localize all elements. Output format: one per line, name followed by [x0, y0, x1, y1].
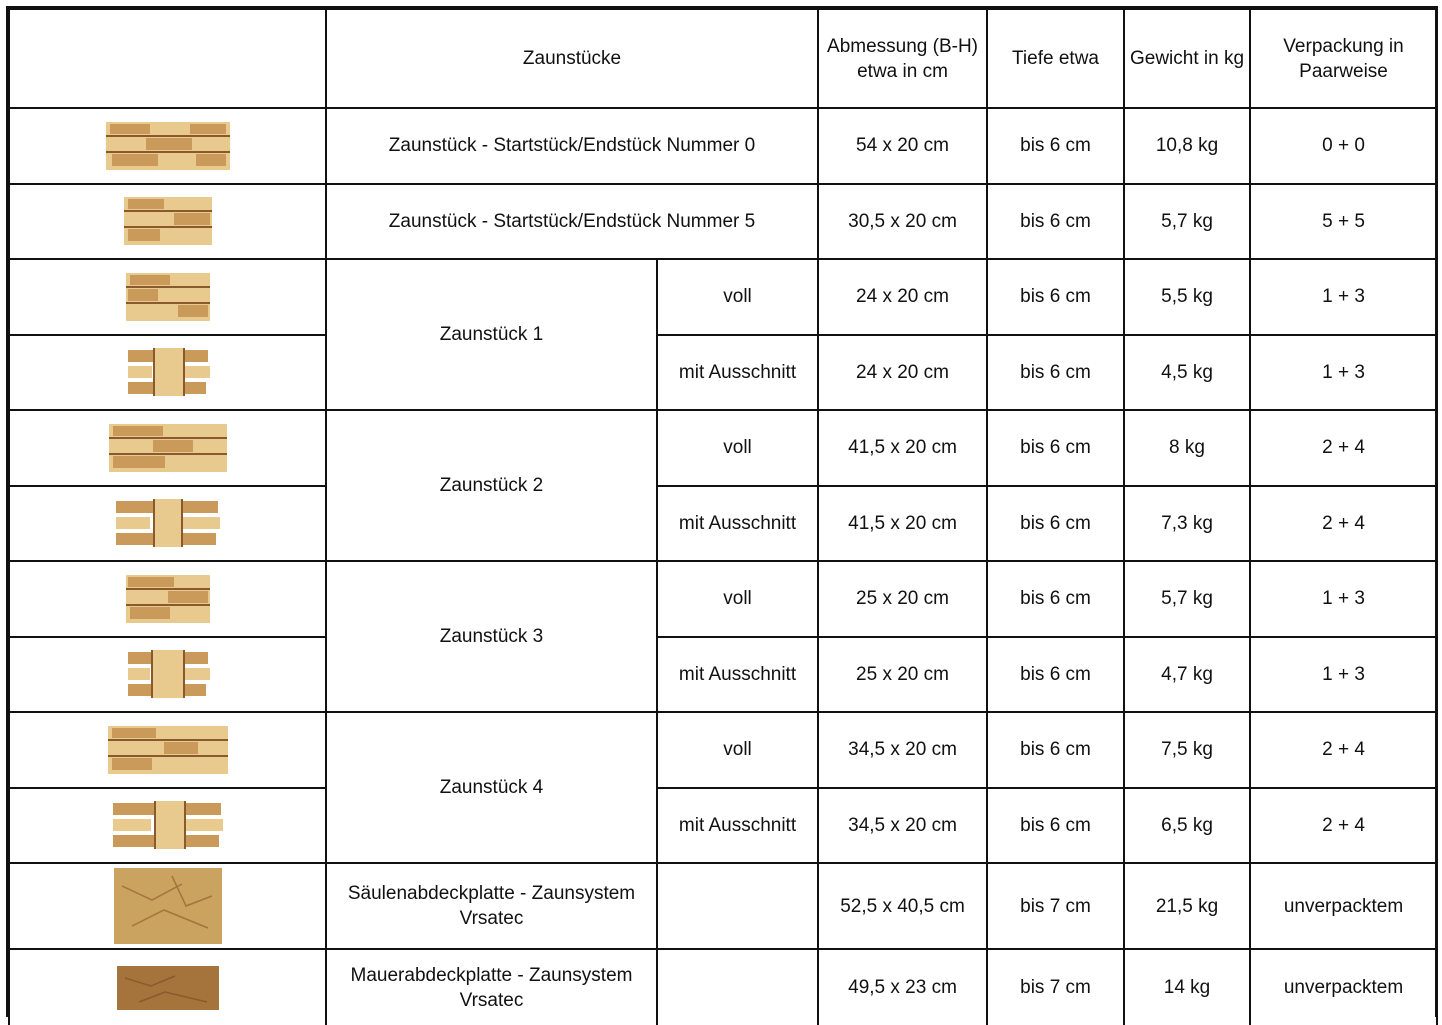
- thumb-cell: [9, 637, 326, 713]
- dimension: 24 x 20 cm: [818, 259, 987, 335]
- stone-wall-icon: [122, 269, 214, 325]
- piece-name: Zaunstück 1: [326, 259, 657, 410]
- variant: [657, 949, 818, 1025]
- packing: 5 + 5: [1250, 184, 1437, 260]
- variant: voll: [657, 561, 818, 637]
- dimension: 25 x 20 cm: [818, 637, 987, 713]
- depth: bis 6 cm: [987, 335, 1124, 411]
- dimension: 34,5 x 20 cm: [818, 788, 987, 864]
- depth: bis 6 cm: [987, 410, 1124, 486]
- stone-wall-icon: [107, 420, 229, 476]
- depth: bis 6 cm: [987, 788, 1124, 864]
- table-row: [9, 184, 1437, 260]
- table-row: [9, 788, 1437, 864]
- variant: voll: [657, 259, 818, 335]
- stone-wall-cutout-icon: [109, 797, 227, 853]
- variant: mit Ausschnitt: [657, 637, 818, 713]
- piece-name: Zaunstück - Startstück/Endstück Nummer 0: [326, 108, 818, 184]
- weight: 4,7 kg: [1124, 637, 1250, 713]
- packing: 1 + 3: [1250, 335, 1437, 411]
- thumb-cell: [9, 561, 326, 637]
- dimension: 34,5 x 20 cm: [818, 712, 987, 788]
- stone-wall-icon: [122, 193, 214, 249]
- thumb-cell: [9, 335, 326, 411]
- table-row: [9, 108, 1437, 184]
- weight: 10,8 kg: [1124, 108, 1250, 184]
- packing: unverpacktem: [1250, 949, 1437, 1025]
- dimension: 24 x 20 cm: [818, 335, 987, 411]
- piece-name: Mauerabdeckplatte - Zaunsystem Vrsatec: [326, 949, 657, 1025]
- header-image: [9, 9, 326, 108]
- packing: 1 + 3: [1250, 637, 1437, 713]
- table-row: [9, 949, 1437, 1025]
- dimension: 41,5 x 20 cm: [818, 410, 987, 486]
- piece-name: Säulenabdeckplatte - Zaunsystem Vrsatec: [326, 863, 657, 949]
- weight: 8 kg: [1124, 410, 1250, 486]
- dimension: 30,5 x 20 cm: [818, 184, 987, 260]
- dimension: 41,5 x 20 cm: [818, 486, 987, 562]
- header-dimension: Abmessung (B-H) etwa in cm: [818, 9, 987, 108]
- header-piece: Zaunstücke: [326, 9, 818, 108]
- dimension: 25 x 20 cm: [818, 561, 987, 637]
- weight: 21,5 kg: [1124, 863, 1250, 949]
- stone-wall-cutout-icon: [122, 344, 214, 400]
- depth: bis 6 cm: [987, 561, 1124, 637]
- product-spec-table: [8, 8, 1438, 1025]
- piece-name: Zaunstück 4: [326, 712, 657, 863]
- packing: unverpacktem: [1250, 863, 1437, 949]
- table-row: [9, 486, 1437, 562]
- header-depth: Tiefe etwa: [987, 9, 1124, 108]
- weight: 6,5 kg: [1124, 788, 1250, 864]
- table-row: [9, 637, 1437, 713]
- depth: bis 7 cm: [987, 863, 1124, 949]
- thumb-cell: [9, 949, 326, 1025]
- stone-wall-cutout-icon: [112, 495, 224, 551]
- weight: 14 kg: [1124, 949, 1250, 1025]
- packing: 2 + 4: [1250, 788, 1437, 864]
- stone-slab-icon: [115, 964, 221, 1012]
- depth: bis 6 cm: [987, 259, 1124, 335]
- header-row: [9, 9, 1437, 108]
- piece-name: Zaunstück 3: [326, 561, 657, 712]
- stone-wall-icon: [122, 571, 214, 627]
- variant: [657, 863, 818, 949]
- thumb-cell: [9, 486, 326, 562]
- header-packing: Verpackung in Paarweise: [1250, 9, 1437, 108]
- depth: bis 6 cm: [987, 486, 1124, 562]
- table-row: [9, 863, 1437, 949]
- weight: 7,3 kg: [1124, 486, 1250, 562]
- thumb-cell: [9, 410, 326, 486]
- packing: 0 + 0: [1250, 108, 1437, 184]
- depth: bis 6 cm: [987, 108, 1124, 184]
- thumb-cell: [9, 259, 326, 335]
- variant: mit Ausschnitt: [657, 788, 818, 864]
- table-row: [9, 712, 1437, 788]
- variant: voll: [657, 410, 818, 486]
- piece-name: Zaunstück 2: [326, 410, 657, 561]
- depth: bis 7 cm: [987, 949, 1124, 1025]
- stone-wall-cutout-icon: [122, 646, 214, 702]
- weight: 7,5 kg: [1124, 712, 1250, 788]
- variant: voll: [657, 712, 818, 788]
- piece-name: Zaunstück - Startstück/Endstück Nummer 5: [326, 184, 818, 260]
- thumb-cell: [9, 712, 326, 788]
- weight: 4,5 kg: [1124, 335, 1250, 411]
- table-row: [9, 561, 1437, 637]
- stone-wall-icon: [106, 722, 230, 778]
- thumb-cell: [9, 788, 326, 864]
- weight: 5,7 kg: [1124, 184, 1250, 260]
- packing: 1 + 3: [1250, 561, 1437, 637]
- header-weight: Gewicht in kg: [1124, 9, 1250, 108]
- thumb-cell: [9, 184, 326, 260]
- packing: 2 + 4: [1250, 486, 1437, 562]
- variant: mit Ausschnitt: [657, 486, 818, 562]
- table-row: [9, 410, 1437, 486]
- dimension: 49,5 x 23 cm: [818, 949, 987, 1025]
- weight: 5,7 kg: [1124, 561, 1250, 637]
- weight: 5,5 kg: [1124, 259, 1250, 335]
- table-row: [9, 259, 1437, 335]
- dimension: 52,5 x 40,5 cm: [818, 863, 987, 949]
- dimension: 54 x 20 cm: [818, 108, 987, 184]
- depth: bis 6 cm: [987, 184, 1124, 260]
- variant: mit Ausschnitt: [657, 335, 818, 411]
- packing: 2 + 4: [1250, 712, 1437, 788]
- table-row: [9, 335, 1437, 411]
- stone-slab-icon: [112, 866, 224, 946]
- depth: bis 6 cm: [987, 712, 1124, 788]
- stone-wall-icon: [104, 118, 232, 174]
- packing: 1 + 3: [1250, 259, 1437, 335]
- thumb-cell: [9, 108, 326, 184]
- depth: bis 6 cm: [987, 637, 1124, 713]
- packing: 2 + 4: [1250, 410, 1437, 486]
- thumb-cell: [9, 863, 326, 949]
